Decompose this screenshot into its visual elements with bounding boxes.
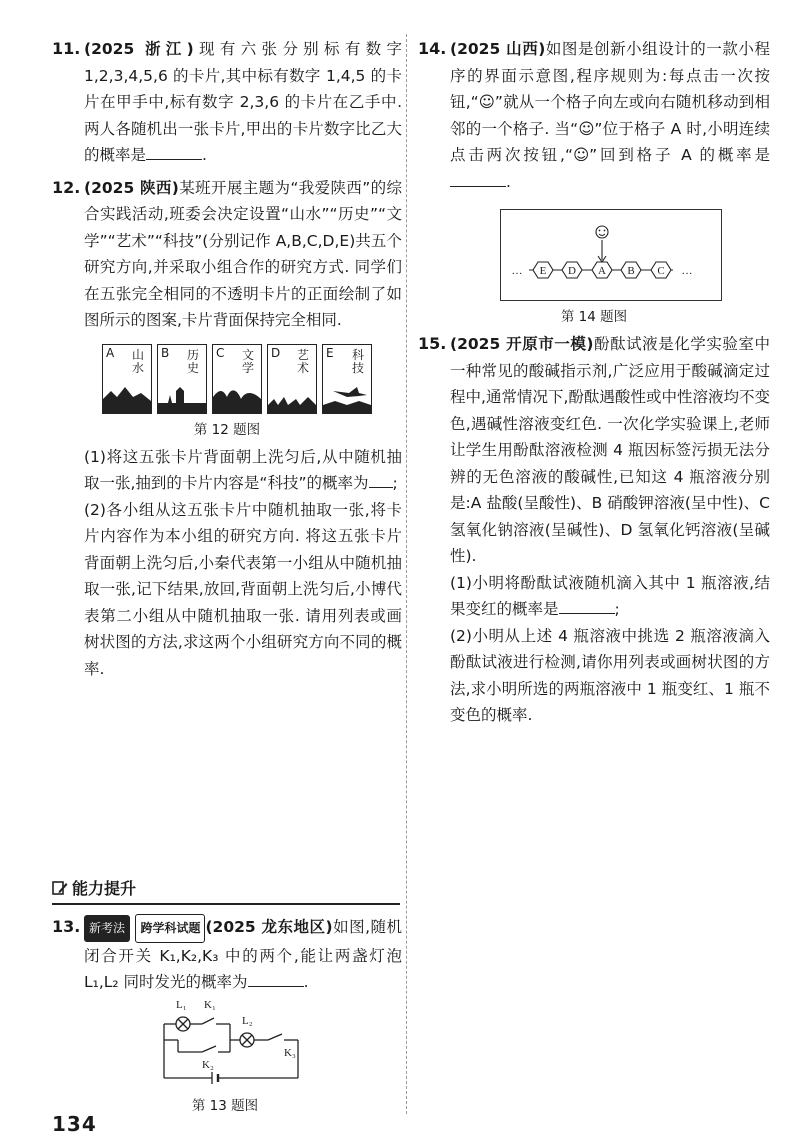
question-11 [52, 36, 402, 169]
card-word: 山水 [131, 347, 144, 375]
figure-caption: 第 12 题图 [193, 421, 261, 438]
question-tail: . [506, 172, 511, 191]
label-k1: K₁ [204, 999, 216, 1011]
section-title: 能力提升 [72, 879, 137, 898]
card-letter: A [106, 345, 115, 360]
question-number: 14. [418, 39, 447, 58]
cell-a: A [598, 265, 606, 277]
question-12-part-2: (2)各小组从这五张卡片中随机抽取一张,将卡片内容作为本小组的研究方向. 将这五张卡片背面朝上洗匀后,小秦代表第一小组从中随机抽取一张,记下结果,放回,背面朝上洗匀后,小博代表第二小组从中随机抽取一张. 请用列表或画树状图的方法,求这两个小组研究方向不同的概率. [84, 500, 402, 678]
part-tail: ; [614, 600, 620, 618]
question-tail: . [202, 146, 207, 164]
ellipsis-right: … [681, 265, 693, 277]
question-text: 现有六张分别标有数字 1,2,3,4,5,6 的卡片,其中标有数字 1,4,5 的卡片在甲手中,标有数字 2,3,6 的卡片在乙手中. 两人各随机出一张卡片,甲出的卡片数字比乙大的概率是 [84, 40, 402, 164]
question-13 [52, 914, 402, 996]
question-14 [418, 36, 770, 195]
card-letter: E [326, 345, 334, 360]
card-letter: B [161, 345, 170, 360]
circuit-diagram [150, 996, 310, 1088]
figure-caption: 第 14 题图 [560, 309, 628, 325]
question-source: (2025 山西) [450, 40, 546, 58]
card-word: 文学 [241, 347, 254, 375]
question-number: 11. [52, 39, 81, 58]
question-tail: . [303, 973, 309, 991]
section-header [52, 876, 400, 905]
question-15 [418, 331, 770, 570]
trees-illustration [213, 385, 261, 413]
question-text: 某班开展主题为“我爱陕西”的综合实践活动,班委会决定设置“山水”“历史”“文学”“艺术”“科技”(分别记作 A,B,C,D,E)共五个研究方向,并采取小组合作的研究方式. 同学们在五张完全相同的不透明卡片的正面绘制了如图所示的图案,卡片背面保持完全相同. [84, 178, 402, 329]
card-a [102, 344, 152, 414]
question-text: 如图是创新小组设计的一款小程序的界面示意图,程序规则为:每点击一次按钮,“☺”就从一个格子向左或向右随机移动到相邻的一个格子. 当“☺”位于格子 A 时,小明连续点击两次按钮,“☺”回到格子 A 的概率是 [450, 40, 770, 164]
ellipsis-left: … [511, 265, 523, 277]
question-12-part-1 [52, 444, 402, 497]
performers-illustration [268, 385, 316, 413]
card-c [212, 344, 262, 414]
card-word: 艺术 [296, 347, 309, 375]
question-15-part-2: (2)小明从上述 4 瓶溶液中挑选 2 瓶溶液滴入酚酞试液进行检测,请你用列表或画树状图的方法,求小明所选的两瓶溶液中 1 瓶变红、1 瓶不变色的概率. [450, 626, 770, 724]
card-e [322, 344, 372, 414]
question-15-part-1 [418, 570, 770, 623]
question-source: (2025 龙东地区) [205, 918, 333, 936]
figure-caption: 第 13 题图 [191, 1098, 259, 1114]
question-12 [52, 175, 402, 334]
landscape-illustration [103, 385, 151, 413]
question-number: 15. [418, 334, 447, 353]
card-letter: C [216, 345, 225, 360]
question-source: (2025 陕西) [84, 178, 179, 197]
label-l1: L₁ [176, 999, 187, 1011]
left-column [52, 36, 402, 682]
right-column [418, 36, 770, 729]
program-interface-figure [500, 209, 722, 301]
column-divider [406, 34, 407, 1114]
answer-blank[interactable] [559, 599, 615, 614]
card-word: 科技 [351, 347, 364, 375]
pencil-note-icon [52, 880, 68, 896]
question-number: 13. [52, 917, 81, 936]
card-word: 历史 [186, 347, 199, 375]
label-l2: L₂ [242, 1015, 253, 1027]
part-text: (1)小明将酚酞试液随机滴入其中 1 瓶溶液,结果变红的概率是 [450, 573, 770, 618]
part-tail: ; [392, 474, 398, 492]
new-method-badge: 新考法 [84, 915, 130, 942]
answer-blank[interactable] [248, 972, 304, 987]
label-k3: K₃ [284, 1047, 296, 1059]
cell-b: B [627, 265, 635, 277]
part-text: (1)将这五张卡片背面朝上洗匀后,从中随机抽取一张,抽到的卡片内容是“科技”的概率为 [84, 447, 402, 492]
smiley-icon [599, 234, 605, 236]
question-number: 12. [52, 177, 81, 197]
question-source: (2025 浙江) [84, 40, 194, 58]
cells-diagram [501, 210, 721, 300]
cell-e: E [539, 265, 547, 277]
pagoda-illustration [158, 385, 206, 413]
label-k2: K₂ [202, 1059, 214, 1071]
question-text: 酚酞试液是化学实验室中一种常见的酸碱指示剂,广泛应用于酸碱滴定过程中,通常情况下,酚酞遇酸性或中性溶液均不变色,遇碱性溶液变红色. 一次化学实验课上,老师让学生用酚酞溶液检测 4 瓶因标签污损无法分辨的无色溶液的酸碱性,已知这 4 瓶溶液分别是:A 盐酸(呈酸性)、B 硝酸钾溶液(呈中性)、C 氢氧化钠溶液(呈碱性)、D 氢氧化钙溶液(呈碱性). [450, 335, 770, 565]
card-letter: D [271, 345, 281, 360]
aircraft-illustration [323, 385, 371, 413]
interdisciplinary-badge: 跨学科试题 [135, 914, 205, 943]
answer-blank[interactable] [369, 473, 393, 488]
page-number: 134 [52, 1112, 97, 1136]
question-source: (2025 开原市一模) [450, 335, 594, 353]
cell-d: D [568, 265, 576, 277]
cell-c: C [657, 265, 665, 277]
card-figure [52, 344, 402, 414]
answer-blank[interactable] [146, 145, 202, 160]
card-b [157, 344, 207, 414]
card-d [267, 344, 317, 414]
answer-blank[interactable] [450, 172, 506, 187]
question-text: 如图,随机闭合开关 K₁,K₂,K₃ 中的两个,能让两盏灯泡 L₁,L₂ 同时发光的概率为 [84, 918, 402, 991]
